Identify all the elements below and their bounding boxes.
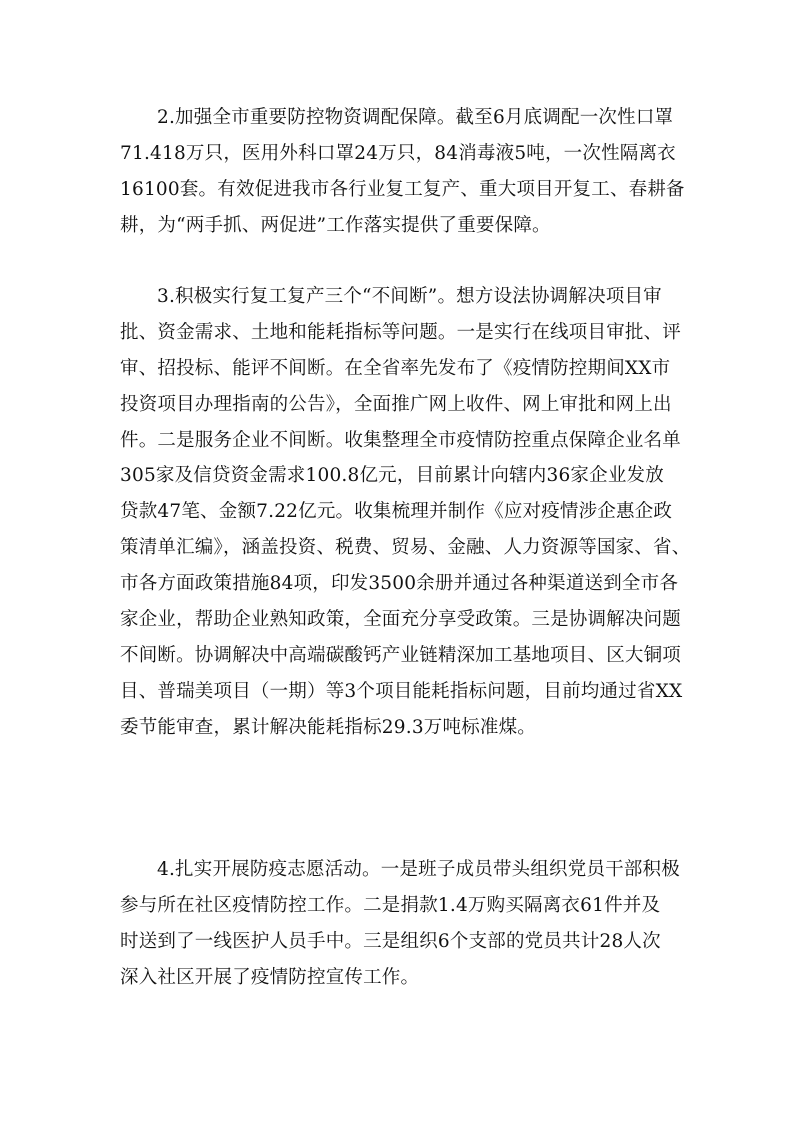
- paragraph-line: 参与所在社区疫情防控工作。二是捐款1.4万购买隔离衣61件并及: [120, 894, 661, 916]
- paragraph-line: 3.积极实行复工复产三个“不间断”。想方设法协调解决项目审: [157, 286, 662, 307]
- paragraph-line: 时送到了一线医护人员手中。三是组织6个支部的党员共计28人次: [120, 930, 661, 952]
- paragraph-line: 16100套。有效促进我市各行业复工复产、重大项目开复工、春耕备: [120, 178, 685, 200]
- paragraph-line: 家企业，帮助企业熟知政策，全面充分享受政策。三是协调解决问题: [120, 609, 682, 631]
- paragraph-line: 耕，为“两手抓、两促进”工作落实提供了重要保障。: [120, 214, 551, 236]
- paragraph-line: 市各方面政策措施84项，印发3500余册并通过各种渠道送到全市各: [120, 573, 679, 595]
- paragraph-line: 策清单汇编》，涵盖投资、税费、贸易、金融、人力资源等国家、省、: [120, 537, 691, 559]
- paragraph-line: 深入社区开展了疫情防控宣传工作。: [120, 966, 420, 988]
- paragraph-line: 贷款47笔、金额7.22亿元。收集梳理并制作《应对疫情涉企惠企政: [120, 501, 673, 523]
- paragraph-line: 件。二是服务企业不间断。收集整理全市疫情防控重点保障企业名单: [120, 429, 682, 451]
- paragraph-line: 批、资金需求、土地和能耗指标等问题。一是实行在线项目审批、评: [120, 321, 682, 343]
- paragraph-line: 目、普瑞美项目（一期）等3个项目能耗指标问题，目前均通过省XX: [120, 680, 683, 702]
- paragraph-line: 4.扎实开展防疫志愿活动。一是班子成员带头组织党员干部积极: [157, 859, 680, 880]
- paragraph-line: 委节能审查，累计解决能耗指标29.3万吨标准煤。: [120, 716, 536, 738]
- paragraph-line: 2.加强全市重要防控物资调配保障。截至6月底调配一次性口罩: [157, 107, 674, 128]
- paragraph-line: 71.418万只，医用外科口罩24万只，84消毒液5吨，一次性隔离衣: [120, 142, 676, 164]
- paragraph-resumption: [120, 279, 691, 746]
- paragraph-material-allocation: [120, 100, 685, 244]
- paragraph-line: 不间断。协调解决中高端碳酸钙产业链精深加工基地项目、区大铜项: [120, 644, 682, 666]
- paragraph-volunteer: [120, 852, 685, 996]
- paragraph-line: 投资项目办理指南的公告》，全面推广网上收件、网上审批和网上出: [120, 393, 672, 415]
- paragraph-line: 审、招投标、能评不间断。在全省率先发布了《疫情防控期间XX市: [120, 357, 671, 379]
- paragraph-line: 305家及信贷资金需求100.8亿元，目前累计向辖内36家企业发放: [120, 465, 664, 487]
